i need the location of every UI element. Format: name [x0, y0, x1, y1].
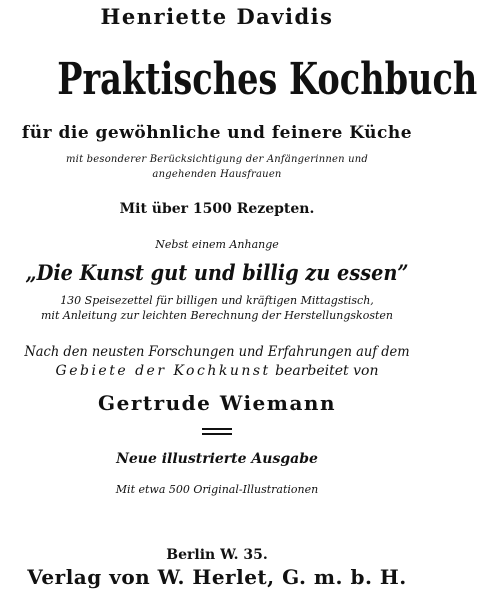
- editor-name: Gertrude Wiemann: [98, 391, 336, 415]
- research-line-2-rest: bearbeitet von: [270, 363, 379, 379]
- publisher-name: Verlag von W. Herlet, G. m. b. H.: [27, 565, 407, 589]
- divider-rule-bottom: [202, 433, 232, 435]
- menu-description-line-2: mit Anleitung zur leichten Berechnung der Herstellungskosten: [41, 309, 393, 322]
- appendix-intro: Nebst einem Anhange: [155, 238, 279, 251]
- dedication-note-line-1: mit besonderer Berücksichtigung der Anfängerinnen und: [65, 154, 368, 165]
- book-title: Praktisches Kochbuch: [57, 54, 478, 105]
- publisher-city: Berlin W. 35.: [166, 547, 268, 563]
- recipe-count: Mit über 1500 Rezepten.: [119, 201, 315, 217]
- edition-note: Neue illustrierte Ausgabe: [116, 451, 318, 467]
- illustrations-note: Mit etwa 500 Original-Illustrationen: [115, 483, 319, 496]
- author-name: Henriette Davidis: [100, 4, 334, 29]
- book-subtitle: für die gewöhnliche und feinere Küche: [21, 123, 413, 143]
- appendix-title: „Die Kunst gut und billig zu essen”: [25, 260, 409, 285]
- research-line-1: Nach den neusten Forschungen und Erfahrungen auf dem: [24, 344, 410, 360]
- divider-rule-top: [202, 428, 232, 430]
- menu-description-line-1: 130 Speisezettel für billigen und kräftigen Mittagstisch,: [60, 294, 374, 307]
- dedication-note-line-2: angehenden Hausfrauen: [152, 169, 282, 180]
- research-line-2: [0, 364, 434, 378]
- research-line-2-spaced: Gebiete der Kochkunst: [55, 363, 271, 379]
